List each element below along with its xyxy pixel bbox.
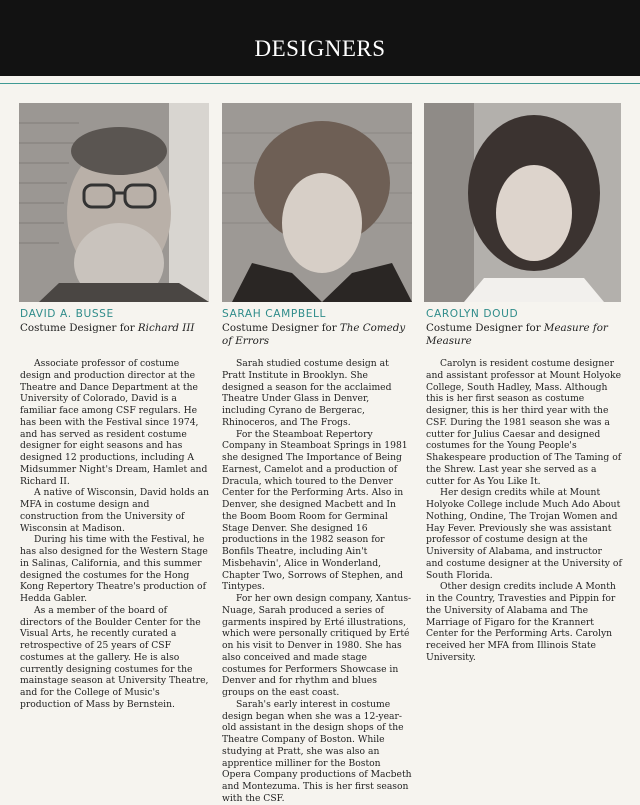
- designer-name-busse: DAVID A. BUSSE: [20, 308, 114, 320]
- designer-photo-doud: [424, 103, 621, 302]
- designer-bio-campbell: [222, 358, 412, 805]
- role-prefix: Costume Designer for: [20, 322, 135, 334]
- designer-name-campbell: SARAH CAMPBELL: [222, 308, 327, 320]
- bio-paragraph: Sarah studied costume design at Pratt Institute in Brooklyn. She designed a season for the acclaimed Theatre Under Glass in Denver, including Cyrano de Bergerac, Rhinoceros, and The Frogs.: [222, 358, 392, 428]
- role-prefix: Costume Designer for: [426, 322, 541, 334]
- header-rule: [0, 83, 640, 84]
- bio-paragraph: As a member of the board of directors of the Boulder Center for the Visual Arts, he recently curated a retrospective of 25 years of CSF costumes at the gallery. He is also currently designing costumes for the mainstage season at University Theatre, and for the College of Music's production of Mass by Bernstein.: [20, 604, 209, 710]
- page-title: DESIGNERS: [254, 36, 386, 61]
- bio-paragraph: Sarah's early interest in costume design began when she was a 12-year-old assistant in the design shops of the Theatre Company of Boston. While studying at Pratt, she was also an apprentice milliner for the Boston Opera Company productions of Macbeth and Montezuma. This is her first season with the CSF.: [222, 698, 412, 804]
- designer-bio-doud: [426, 358, 622, 664]
- page-header: [0, 0, 640, 76]
- role-show-title: Richard III: [137, 322, 195, 334]
- designer-role-doud: [426, 322, 626, 348]
- bio-paragraph: During his time with the Festival, he has also designed for the Western Stage in Salinas, California, and this summer designed the costumes for the Hong Kong Repertory Theatre's production of Hedda Gabler.: [20, 534, 208, 604]
- bio-paragraph: Her design credits while at Mount Holyoke College include Much Ado About Nothing, Ondine, The Trojan Women and Hay Fever. Previously she was assistant professor of costume design at the University of Alabama, and instructor and costume designer at the University of South Florida.: [426, 487, 622, 581]
- role-show-title: The Comedy of Errors: [222, 322, 406, 347]
- bio-paragraph: Carolyn is resident costume designer and assistant professor at Mount Holyoke College, South Hadley, Mass. Although this is her first season as costume designer, this is her third year with the CSF. During the 1981 season she was a cutter for Julius Caesar and designed costumes for the Young People's Shakespeare production of The Taming of the Shrew. Last year she served as a cutter for As You Like It.: [426, 358, 622, 487]
- designer-bio-busse: [20, 358, 209, 711]
- designer-role-campbell: [222, 322, 412, 348]
- bio-paragraph: For her own design company, Xantus-Nuage, Sarah produced a series of garments inspired by Erté illustrations, which were personally critiqued by Erté on his visit to Denver in 1980. She has also conceived and made stage costumes for Performers Showcase in Denver and for rhythm and blues groups on the east coast.: [222, 593, 412, 698]
- bio-paragraph: Other design credits include A Month in the Country, Travesties and Pippin for the University of Alabama and The Marriage of Figaro for the Krannert Center for the Performing Arts. Carolyn received her MFA from Illinois State University.: [426, 581, 616, 663]
- bio-paragraph: A native of Wisconsin, David holds an MFA in costume design and construction from the University of Wisconsin at Madison.: [20, 487, 209, 534]
- designer-name-doud: CAROLYN DOUD: [426, 308, 519, 320]
- bio-paragraph: Associate professor of costume design and production director at the Theatre and Dance Department at the University of Colorado, David is a familiar face among CSF regulars. He has been with the Festival since 1974, and has served as resident costume designer for eight seasons and has designed 12 productions, including A Midsummer Night's Dream, Hamlet and Richard II.: [20, 358, 208, 487]
- designer-photo-campbell: [222, 103, 412, 302]
- designer-photo-busse: [19, 103, 209, 302]
- designer-role-busse: [20, 322, 210, 335]
- role-prefix: Costume Designer for: [222, 322, 337, 334]
- role-show-title: Measure for Measure: [426, 322, 608, 347]
- bio-paragraph: For the Steamboat Repertory Company in Steamboat Springs in 1981 she designed The Importance of Being Earnest, Camelot and a production of Dracula, which toured to the Denver Center for the Performing Arts. Also in Denver, she designed Macbett and In the Boom Boom Room for Germinal Stage Denver. She designed 16 productions in the 1982 season for Bonfils Theatre, including Ain't Misbehavin', Alice in Wonderland, Chapter Two, Sorrows of Stephen, and Tintypes.: [222, 428, 408, 593]
